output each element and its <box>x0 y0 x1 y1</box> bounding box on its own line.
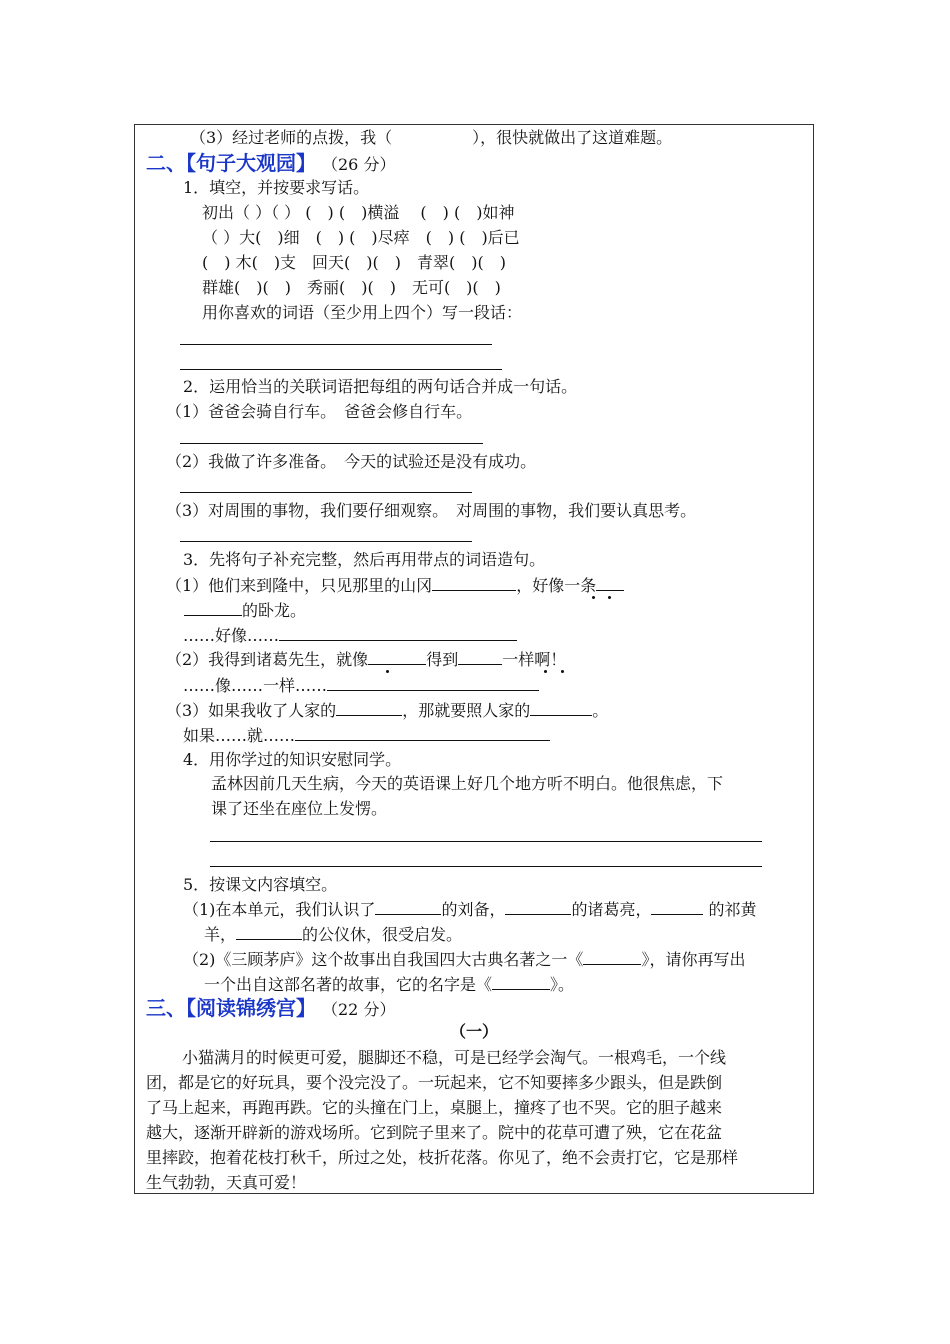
q3-item-2-text: 得到 <box>426 650 459 669</box>
q4-line-1: 孟林因前几天生病，今天的英语课上好几个地方听不明白。他很焦虑，下 <box>211 774 724 793</box>
section2-title: 二、【句子大观园】 <box>146 151 316 175</box>
q5-item-1-text: 的公仪休，很受启发。 <box>302 925 463 944</box>
blank <box>458 649 502 665</box>
answer-line <box>295 725 550 741</box>
q1-prompt: 用你喜欢的词语（至少用上四个）写一段话： <box>202 303 523 322</box>
answer-line <box>279 625 517 641</box>
answer-line <box>180 541 472 542</box>
q3-item-1-cont <box>184 600 306 621</box>
q3-top-line: （3）经过老师的点拨，我（ ），很快就做出了这道难题。 <box>190 128 673 147</box>
q4-title: 4．用你学过的知识安慰同学。 <box>183 750 402 769</box>
q2-item-1: （1）爸爸会骑自行车。 爸爸会修自行车。 <box>166 402 473 421</box>
q3-pattern-text: 如果……就…… <box>183 726 296 745</box>
q1-row-3: ( ) 木( )支 回天( )( ) 青翠( )( ) <box>202 253 506 272</box>
q3-item-3-text: ，那就要照人家的 <box>402 701 531 720</box>
q3-pattern-text: ……好像…… <box>183 626 280 645</box>
blank <box>651 899 703 915</box>
q1-row-4: 群雄( )( ) 秀丽( )( ) 无可( )( ) <box>202 278 501 297</box>
q5-item-1-text: 的祁黄 <box>703 900 757 919</box>
answer-line <box>180 344 492 345</box>
q3-item-1-text: 的卧龙。 <box>242 601 307 620</box>
q2-title: 2．运用恰当的关联词语把每组的两句话合并成一句话。 <box>183 377 578 396</box>
passage-line-6: 生气勃勃，天真可爱！ <box>146 1173 307 1192</box>
q5-item-1-text: 的刘备， <box>441 900 506 919</box>
section3-header <box>146 996 395 1022</box>
blank <box>596 575 624 591</box>
answer-line <box>180 492 472 493</box>
blank <box>530 700 592 716</box>
q5-title: 5．按课文内容填空。 <box>183 875 338 894</box>
q3-item-3-pattern <box>183 725 550 746</box>
blank <box>432 575 516 591</box>
q3-item-3-text: （3）如果我收了人家的 <box>166 701 337 720</box>
q3-pattern-text: ……像……一样…… <box>183 676 328 695</box>
blank <box>368 649 426 665</box>
emphasis-dot <box>561 670 564 673</box>
q5-item-2-text: 》。 <box>550 975 575 994</box>
blank <box>505 899 571 915</box>
q5-item-2-text: 一个出自这部名著的故事，它的名字是《 <box>204 975 493 994</box>
q5-item-1-text: 羊， <box>204 925 237 944</box>
emphasis-dot <box>386 670 389 673</box>
q1-row-2: （ ）大( )细 ( ) ( )尽瘁 ( ) ( )后已 <box>202 228 520 247</box>
q3-title: 3．先将句子补充完整，然后再用带点的词语造句。 <box>183 550 546 569</box>
q3-item-2-text: 一样啊！ <box>502 650 567 669</box>
answer-line <box>327 675 539 691</box>
answer-line <box>180 443 483 444</box>
q5-item-2-text: 》，请你再写出 <box>641 950 746 969</box>
q2-item-3: （3）对周围的事物，我们要仔细观察。 对周围的事物，我们要认真思考。 <box>166 501 697 520</box>
q5-item-2 <box>183 949 745 970</box>
blank <box>492 974 550 990</box>
answer-line <box>210 841 762 842</box>
q1-row-1: 初出（ ）（ ） ( ) ( )横溢 ( ) ( )如神 <box>202 203 515 222</box>
passage-part-label: （一） <box>449 1022 498 1041</box>
q5-item-2-text: （2)《三顾茅庐》这个故事出自我国四大古典名著之一《 <box>183 950 584 969</box>
passage-line-2: 团，都是它的好玩具，要个没完没了。一玩起来，它不知要摔多少跟头，但是跌倒 <box>146 1073 723 1092</box>
passage-line-5: 里摔跤，抱着花枝打秋千，所过之处，枝折花落。你见了，绝不会责打它，它是那样 <box>146 1148 739 1167</box>
q3-item-1 <box>166 575 624 596</box>
blank <box>336 700 402 716</box>
q3-item-3 <box>166 700 608 721</box>
section2-points: （26 分） <box>330 155 396 174</box>
q3-item-1-text: ，好像一条 <box>516 576 597 595</box>
q5-item-1-cont <box>204 924 462 945</box>
emphasis-dot <box>608 596 611 599</box>
q3-item-1-pattern <box>183 625 517 646</box>
section3-points: （22 分） <box>330 1000 396 1019</box>
q1-title: 1．填空，并按要求写话。 <box>183 178 370 197</box>
emphasis-dot <box>544 670 547 673</box>
q5-item-1 <box>183 899 757 920</box>
q3-item-3-text: 。 <box>592 701 609 720</box>
blank <box>184 600 242 616</box>
q5-item-1-text: 的诸葛亮， <box>571 900 652 919</box>
section3-title: 三、【阅读锦绣宫】 <box>146 996 316 1020</box>
emphasis-dot <box>592 596 595 599</box>
q3-item-2-text: （2）我得到诸葛先生，就像 <box>166 650 369 669</box>
q3-item-1-text: （1）他们来到隆中，只见那里的山冈 <box>166 576 433 595</box>
blank <box>236 924 302 940</box>
passage-line-3: 了马上起来，再跑再跌。它的头撞在门上，桌腿上，撞疼了也不哭。它的胆子越来 <box>146 1098 723 1117</box>
q3-item-2-pattern <box>183 675 539 696</box>
passage-line-1: 小猫满月的时候更可爱，腿脚还不稳，可是已经学会淘气。一根鸡毛，一个线 <box>182 1048 727 1067</box>
blank <box>375 899 441 915</box>
section2-header <box>146 151 395 177</box>
answer-line <box>180 369 502 370</box>
q5-item-1-text: （1)在本单元，我们认识了 <box>183 900 376 919</box>
q5-item-2-cont <box>204 974 574 995</box>
q2-item-2: （2）我做了许多准备。 今天的试验还是没有成功。 <box>166 452 537 471</box>
blank <box>583 949 641 965</box>
answer-line <box>210 866 762 867</box>
q4-line-2: 课了还坐在座位上发愣。 <box>211 799 388 818</box>
q3-item-2 <box>166 649 566 670</box>
passage-line-4: 越大，逐渐开辟新的游戏场所。它到院子里来了。院中的花草可遭了殃，它在花盆 <box>146 1123 723 1142</box>
